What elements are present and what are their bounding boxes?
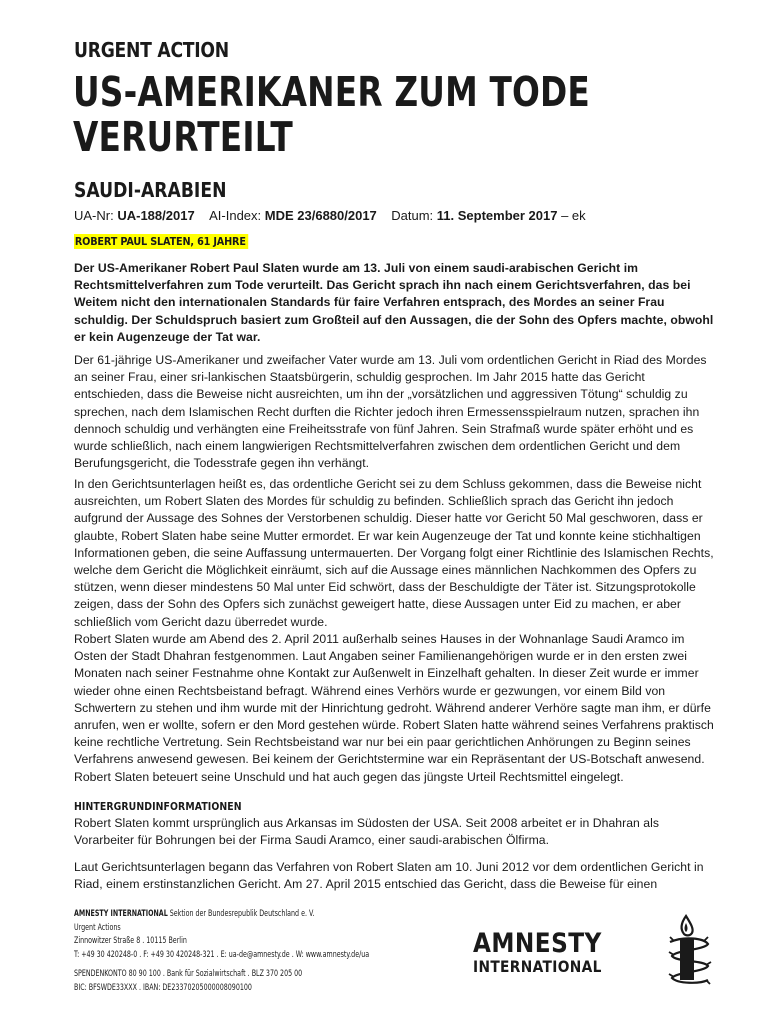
footer-contact-line: T: +49 30 420248-0 . F: +49 30 420248-321 . E: ua-de@amnesty.de . W: www.amnesty.de/ua	[74, 949, 370, 960]
date-value: 11. September 2017	[436, 208, 558, 223]
logo-word-international: INTERNATIONAL	[473, 957, 602, 976]
footer-org-rest: Sektion der Bundesrepublik Deutschland e. V.	[167, 909, 315, 919]
logo-word-amnesty: AMNESTY	[473, 928, 602, 959]
title-line-2: VERURTEILT	[73, 113, 293, 161]
person-tag: ROBERT PAUL SLATEN, 61 JAHRE	[74, 234, 248, 249]
body-paragraph-2: In den Gerichtsunterlagen heißt es, das ordentliche Gericht sei zu dem Schluss gekommen, dass die Beweise nicht ausreichten, um Robert Slaten des Mordes für schuldig zu befinden. Schließlich sprach das Gericht ihn jedoch aufgrund der Aussage des Sohnes der Verstorbenen schuldig. Dieser hatte vor Gericht 50 Mal geschworen, dass er glaubte, Robert Slaten habe seine Mutter ermordet. Er war kein Augenzeuge der Tat und konnte keine stichhaltigen Informationen geben, die seine Auffassung untermauerten. Der Vorgang folgt einer Richtlinie des Islamischen Rechts, welche dem Gericht die Möglichkeit einräumt, sich auf die Aussage eines männlichen Nachkommen des Opfers zu stützen, wenn dieser mindestens 50 Mal unter Eid schwört, dass der Beschuldigte der Täter ist. Sitzungsprotokolle zeigen, dass der Sohn des Opfers sich zunächst geweigert hatte, diese Aussagen unter Eid zu machen, er aber schließlich vom Gericht dazu überredet wurde.	[74, 477, 714, 629]
footer-bank: SPENDENKONTO 80 90 100 . Bank für Sozialwirtschaft . BLZ 370 205 00	[74, 969, 303, 980]
footer-dept: Urgent Actions	[74, 922, 121, 933]
page-title	[73, 70, 590, 160]
body-paragraph-1: Der 61-jährige US-Amerikaner und zweifacher Vater wurde am 13. Juli vom ordentlichen Gericht in Riad des Mordes an seiner Frau, einer sri-lankischen Staatsbürgerin, schuldig gesprochen. Im Jahr 2015 hatte das Gericht entschieden, dass die Beweise nicht ausreichten, um ihn der „vorsätzlichen und aggressiven Tötung“ schuldig zu sprechen, nach dem Islamischen Recht durften die Richter jedoch ihren Ermessensspielraum nutzen, sprachen ihn dennoch schuldig und verhängten eine Freiheitsstrafe von fünf Jahren. Sein Strafmaß wurde später erhöht und es wurde schließlich, nach einem langwierigen Rechtsmittelverfahren zwischen dem ordentlichen Gericht und dem Berufungsgericht, die Todesstrafe gegen ihn verhängt.	[74, 353, 707, 471]
footer-address: Zinnowitzer Straße 8 . 10115 Berlin	[74, 936, 187, 947]
candle-barbed-wire-icon	[664, 914, 714, 992]
body-paragraph-3: Robert Slaten wurde am Abend des 2. April 2011 außerhalb seines Hauses in der Wohnanlage Saudi Aramco im Osten der Stadt Dhahran festgenommen. Laut Angaben seiner Familienangehörigen wurde er in den ersten zwei Monaten nach seiner Festnahme ohne Kontakt zur Außenwelt in Einzelhaft gehalten. In dieser Zeit wurde er immer wieder ohne einen Rechtsbeistand befragt. Während eines Verhörs wurde er gezwungen, vor einem Bild von Schwertern zu stehen und ihm wurde mit der Hinrichtung gedroht. Während anderer Verhöre sagte man ihm, er dürfe anrufen, wen er wollte, sofern er den Mord gestehen würde. Robert Slaten hatte während seines Verfahrens praktisch keine rechtliche Vertretung. Sein Rechtsbeistand war nur bei ein paar gerichtlichen Anhörungen zu Beginn seines Verfahrens anwesend gewesen. Bei keinem der Gerichtstermine war ein Repräsentant der US-Botschaft anwesend. Robert Slaten beteuert seine Unschuld und hat auch gegen das jüngste Urteil Rechtsmittel eingelegt.	[74, 632, 714, 784]
ai-index: MDE 23/6880/2017	[264, 208, 377, 223]
footer-iban: BIC: BFSWDE33XXX . IBAN: DE23370205000008090100	[74, 982, 252, 993]
background-paragraph-1: Robert Slaten kommt ursprünglich aus Arkansas im Südosten der USA. Seit 2008 arbeitet er in Dhahran als Vorarbeiter für Bohrungen bei der Firma Saudi Aramco, einer saudi-arabischen Ölfirma.	[74, 816, 660, 848]
ua-label: UA-Nr:	[74, 208, 118, 223]
title-line-1: US-AMERIKANER ZUM TODE	[73, 68, 590, 116]
document-meta	[74, 208, 586, 223]
kicker-heading: URGENT ACTION	[74, 38, 229, 62]
date-label: Datum:	[391, 208, 437, 223]
lead-paragraph: Der US-Amerikaner Robert Paul Slaten wurde am 13. Juli von einem saudi-arabischen Gericht im Rechtsmittelverfahren zum Tode verurteilt. Das Gericht sprach ihn nach einem Gerichtsverfahren, das bei Weitem nicht den internationalen Standards für faire Verfahren entsprach, des Mordes an seiner Frau schuldig. Der Schuldspruch basiert zum Großteil auf den Aussagen, die der Sohn des Opfers machte, obwohl er kein Augenzeuge der Tat war.	[74, 261, 714, 344]
country-heading: SAUDI-ARABIEN	[74, 178, 227, 202]
background-heading: HINTERGRUNDINFORMATIONEN	[74, 800, 242, 813]
editor-suffix: – ek	[557, 208, 586, 223]
ua-number: UA-188/2017	[117, 208, 195, 223]
ai-index-label: AI-Index:	[209, 208, 265, 223]
footer-contact	[74, 908, 369, 996]
footer-org: AMNESTY INTERNATIONAL	[74, 909, 168, 919]
footer-org-line	[74, 908, 369, 922]
amnesty-logo-wordmark	[473, 930, 623, 976]
background-paragraph-2: Laut Gerichtsunterlagen begann das Verfahren von Robert Slaten am 10. Juni 2012 vor dem ordentlichen Gericht in Riad, einem erstinstanzlichen Gericht. Am 27. April 2015 entschied das Gericht, dass die Beweise für einen	[74, 860, 704, 892]
